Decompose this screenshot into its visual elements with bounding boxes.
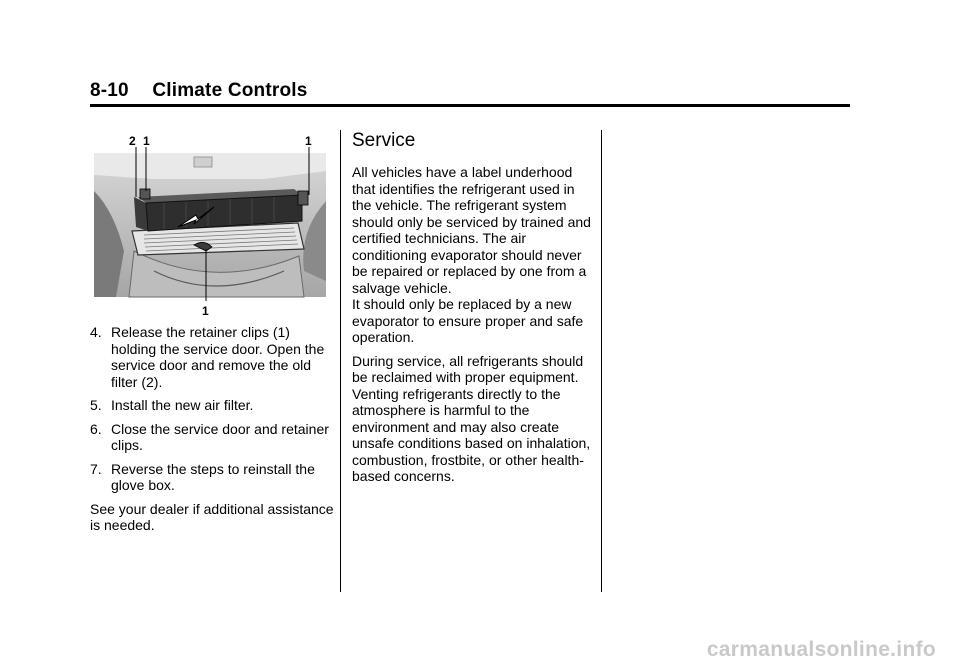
step-number: 7. (90, 460, 102, 477)
step-text: Reverse the steps to reinstall the glove box. (111, 460, 315, 493)
callout-1-top-left: 1 (143, 134, 150, 148)
callout-1-top-right: 1 (305, 134, 312, 148)
step-4 (90, 324, 335, 390)
steps-column (90, 324, 335, 534)
dealer-note: See your dealer if additional assistance is needed. (90, 500, 334, 533)
header-rule (90, 104, 850, 107)
service-paragraph-2: During service, all refrigerants should be reclaimed with proper equipment. Venting refrigerants directly to the atmosphere is harmful to the environment and may also create unsafe conditions based on inhalation, combustion, frostbite, or other health-based concerns. (352, 352, 591, 484)
step-text: Close the service door and retainer clips. (111, 420, 329, 453)
retainer-clip-left (140, 189, 150, 199)
step-7 (90, 461, 335, 494)
watermark: carmanualsonline.info (706, 638, 936, 661)
step-5 (90, 397, 335, 414)
service-paragraph-1-part-2: It should only be replaced by a new evaporator to ensure proper and safe operation. (352, 296, 584, 345)
step-number: 6. (90, 420, 102, 437)
service-paragraph-1-part-1: All vehicles have a label underhood that identifies the refrigerant used in the vehicle. The refrigerant system should only be serviced by trained and certified technicians. The air conditioning evaporator should never be repaired or replaced by one from a salvage vehicle. (352, 164, 591, 296)
service-paragraph-1 (352, 164, 592, 346)
dash-clip (194, 157, 212, 167)
column-divider-right (601, 130, 602, 592)
page-header (90, 80, 308, 102)
column-divider-left (340, 130, 341, 592)
step-6 (90, 421, 335, 454)
step-number: 5. (90, 397, 102, 413)
step-text: Release the retainer clips (1) holding the service door. Open the service door and remove the old filter (2). (111, 324, 325, 390)
step-text: Install the new air filter. (111, 397, 254, 413)
step-number: 4. (90, 324, 102, 340)
service-column (352, 130, 592, 492)
callout-1-bottom: 1 (202, 304, 209, 317)
page-number: 8-10 (90, 80, 129, 101)
service-heading: Service (352, 130, 416, 151)
callout-2: 2 (129, 134, 136, 148)
retainer-clip-right (298, 191, 308, 205)
cabin-filter-illustration (94, 131, 326, 317)
section-title: Climate Controls (152, 80, 308, 101)
